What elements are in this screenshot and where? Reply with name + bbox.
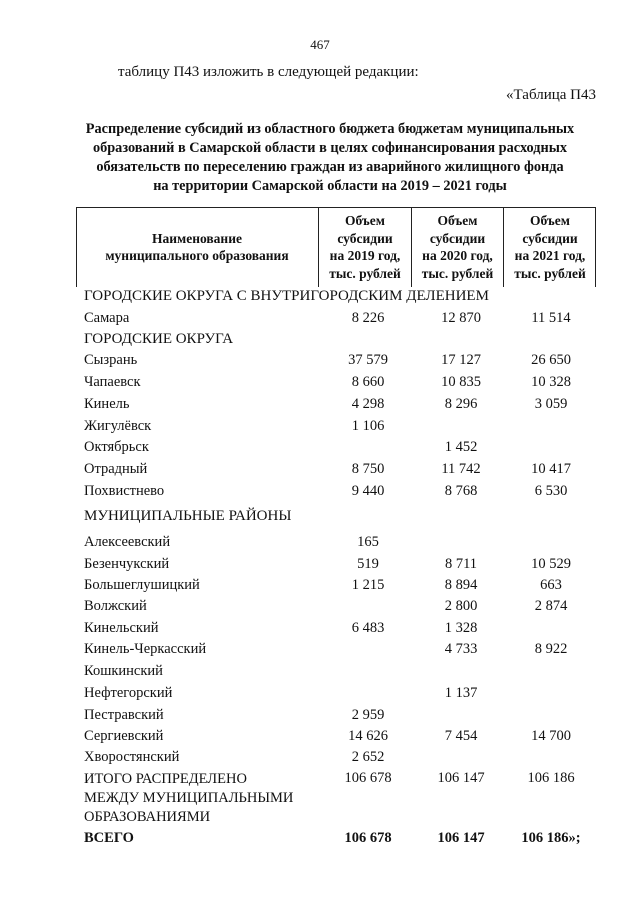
value-2021: 2 874 [534,598,568,614]
value-2019: 1 215 [351,577,385,593]
row-name: Алексеевский [84,534,171,550]
row-name: Самара [84,310,130,326]
value-2019: 8 750 [351,461,385,477]
value-2019: 8 660 [351,374,385,390]
table-row [0,620,640,641]
value-2019: 14 626 [348,728,388,744]
table-row [0,556,640,577]
total-row [0,830,640,851]
value-2019: 165 [357,534,379,550]
value-2021: 663 [540,577,562,593]
table-row [0,534,640,555]
total-label: ВСЕГО [84,830,134,846]
title-line: образований в Самарской области в целях софинансирования расходных [92,140,568,156]
table-row [0,461,640,482]
table-title [60,120,600,196]
value-2021: 10 417 [531,461,571,477]
table-row [0,598,640,619]
row-name: Кинель [84,396,130,412]
header-2021: Объем субсидии на 2021 год, тыс. рублей [514,213,586,281]
value-2020: 1 452 [444,439,478,455]
table-row [0,707,640,728]
table-row [0,749,640,770]
table-row [0,418,640,439]
row-name: Кинельский [84,620,159,636]
value-2019: 8 226 [351,310,385,326]
table-row [0,577,640,598]
header-name: Наименование муниципального образования [105,230,289,263]
value-2020: 7 454 [444,728,478,744]
table-row [0,728,640,749]
value-2021: 8 922 [534,641,568,657]
table-row [0,374,640,395]
value-2019: 2 652 [351,749,385,765]
value-2019: 4 298 [351,396,385,412]
section-row: ГОРОДСКИЕ ОКРУГА С ВНУТРИГОРОДСКИМ ДЕЛЕНИЕМ [84,288,489,304]
subtotal-label: ИТОГО РАСПРЕДЕЛЕНО МЕЖДУ МУНИЦИПАЛЬНЫМИ ОБРАЗОВАНИЯМИ [84,771,294,825]
value-2020: 8 894 [444,577,478,593]
row-name: Октябрьск [84,439,149,455]
row-name: Пестравский [84,707,164,723]
page-number: 467 [310,37,330,52]
table-row [0,439,640,460]
value-2021: 14 700 [531,728,571,744]
value-2020: 1 137 [444,685,478,701]
subtotal-2019: 106 678 [344,770,392,786]
table-reference: «Таблица П43 [506,87,596,103]
table-row [0,663,640,684]
total-2020: 106 147 [437,830,485,846]
row-name: Кошкинский [84,663,163,679]
value-2020: 8 711 [444,556,478,572]
value-2021: 6 530 [534,483,568,499]
value-2019: 519 [357,556,379,572]
value-2019: 37 579 [348,352,388,368]
title-line: Распределение субсидий из областного бюджета бюджетам муниципальных [85,121,575,137]
subtotal-2021: 106 186 [527,770,575,786]
header-2019: Объем субсидии на 2019 год, тыс. рублей [329,213,401,281]
value-2020: 10 835 [441,374,481,390]
table-row [0,641,640,662]
value-2021: 10 328 [531,374,571,390]
header-2020: Объем субсидии на 2020 год, тыс. рублей [421,213,494,281]
row-name: Кинель-Черкасский [84,641,207,657]
value-2020: 8 768 [444,483,478,499]
table-row [0,310,640,331]
row-name: Безенчукский [84,556,170,572]
row-name: Большеглушицкий [84,577,200,593]
value-2019: 1 106 [351,418,385,434]
value-2019: 9 440 [351,483,385,499]
table-row [0,483,640,504]
row-name: Хворостянский [84,749,180,765]
value-2021: 3 059 [534,396,568,412]
row-name: Чапаевск [84,374,141,390]
value-2019: 2 959 [351,707,385,723]
value-2019: 6 483 [351,620,385,636]
subtotal-2020: 106 147 [437,770,485,786]
row-name: Сызрань [84,352,138,368]
value-2020: 2 800 [444,598,478,614]
value-2020: 8 296 [444,396,478,412]
row-name: Похвистнево [84,483,165,499]
row-name: Сергиевский [84,728,164,744]
value-2021: 26 650 [531,352,571,368]
title-line: обязательств по переселению граждан из аварийного жилищного фонда [96,159,564,175]
table-row [0,352,640,373]
value-2020: 4 733 [444,641,478,657]
value-2020: 17 127 [441,352,481,368]
value-2020: 11 742 [441,461,481,477]
value-2021: 10 529 [531,556,571,572]
title-line: на территории Самарской области на 2019 – 2021 годы [153,178,507,194]
section-row: МУНИЦИПАЛЬНЫЕ РАЙОНЫ [84,508,292,524]
value-2021: 11 514 [531,310,571,326]
section-row: ГОРОДСКИЕ ОКРУГА [84,331,234,347]
table-row [0,685,640,706]
subtotal-row [0,770,640,824]
value-2020: 12 870 [441,310,481,326]
total-2019: 106 678 [344,830,392,846]
row-name: Нефтегорский [84,685,173,701]
intro-text: таблицу П43 изложить в следующей редакции: [118,64,419,80]
row-name: Волжский [84,598,147,614]
row-name: Отрадный [84,461,148,477]
total-2021: 106 186»; [521,830,581,846]
table-row [0,396,640,417]
row-name: Жигулёвск [84,418,152,434]
value-2020: 1 328 [444,620,478,636]
